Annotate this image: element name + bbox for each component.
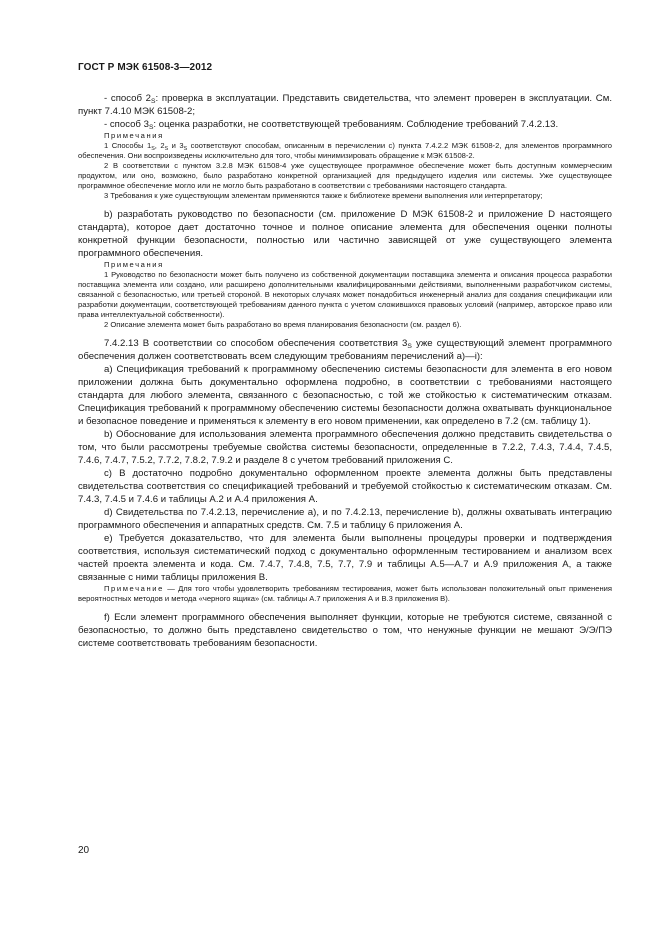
- note-2-1: 1 Руководство по безопасности может быть получено из собственной документации поставщика элемента и описания процесса разработки поставщика элемента или создано, или расширено дополнительными квалифицированными действиями, выполненными разработчиком системы, связанной с безопасностью, или третьей стороной. В некоторых случаях может понадобиться инженерный анализ для создания спецификации или разработки документации, соответствующей требованиям данного пункта с учетом сложившихся правовых условий (например, авторское право или права интеллектуальной собственности).: [78, 270, 612, 319]
- list-item-a: а) Спецификация требований к программному обеспечению системы безопасности для элемента в его новом приложении должна быть документально оформлена подробно, в соответствии с требованиями настоящего стандарта для любого элемента, связанного с безопасностью, с той же стойкостью к систематическим отказам. Спецификация требований к программному обеспечению системы безопасности должна охватывать функциональное и безопасное поведение и применяться к элементу в его новом применении, как определено в 7.2 (см. таблицу 1).: [78, 364, 612, 427]
- page-header-title: ГОСТ Р МЭК 61508-3—2012: [78, 62, 213, 73]
- list-item-e: е) Требуется доказательство, что для элемента были выполнены процедуры проверки и подтверждения соответствия, используя систематический подход с документально оформленным тестированием и анализом всех частей проекта элемента и кода. См. 7.4.7, 7.4.8, 7.5, 7.7, 7.9 и таблицы А.5—А.7 и А.9 приложения А, а также связанные с ними таблицы приложения В.: [78, 533, 612, 583]
- note-1-1: 1 Способы $1_S$, $2_S$ и $3_S$ соответствуют способам, описанным в перечислении с) пункта 7.4.2.2 МЭК 61508-2, для элементов программного обеспечения. Они воспроизведены исключительно для того, чтобы минимизировать обращение к МЭК 61508-2.: [78, 141, 612, 160]
- list-item-b: b) Обоснование для использования элемента программного обеспечения должно представить свидетельства о том, что были рассмотрены требуемые свойства системы безопасности, определенные в 7.2.2, 7.4.3, 7.4.4, 7.4.5, 7.4.6, 7.4.7, 7.5.2, 7.7.2, 7.8.2, 7.9.2 и разделе 8 с учетом требований приложения С.: [78, 429, 612, 466]
- page-content: [78, 92, 612, 650]
- list-item-f: f) Если элемент программного обеспечения выполняет функции, которые не требуются системе, связанной с безопасностью, то должно быть представлено свидетельство о том, что ненужные функции не мешают Э/Э/ПЭ системе соответствовать требованиям безопасности.: [78, 612, 612, 649]
- note-1-3: 3 Требования к уже существующим элементам применяются также к библиотеке времени выполнения или интерпретатору;: [104, 191, 543, 200]
- note-2-2: 2 Описание элемента может быть разработано во время планирования безопасности (см. раздел 6).: [104, 320, 462, 329]
- note-3: Примечание — Для того чтобы удовлетворить требованиям тестирования, может быть использован положительный опыт применения вероятностных методов и метода «черного ящика» (см. таблицы А.7 приложения А и В.3 приложения В).: [78, 584, 612, 603]
- paragraph-method-3s: - способ $3_S$: оценка разработки, не соответствующей требованиям. Соблюдение требований 7.4.2.13.: [104, 119, 559, 131]
- page-number: 20: [78, 845, 90, 856]
- notes-title-1: Примечания: [104, 131, 164, 140]
- note-1-2: 2 В соответствии с пунктом 3.2.8 МЭК 61508-4 уже существующее программное обеспечение может быть доступным коммерческим продуктом, или оно, возможно, было разработано конкретной организацией для предыдущего изделия или системы. Уже существующее программное обеспечение могло или не могло быть разработано в соответствии с требованиями настоящего стандарта.: [78, 161, 612, 190]
- notes-title-2: Примечания: [104, 260, 164, 269]
- paragraph-item-b-manual: b) разработать руководство по безопасности (см. приложение D МЭК 61508-2 и приложение D настоящего стандарта), которое дает достаточно точное и полное описание элемента для обеспечения оценки полноты конкретной функции безопасности, полностью или частично зависящей от уже существующего элемента программного обеспечения.: [78, 209, 612, 259]
- paragraph-7-4-2-13: 7.4.2.13 В соответствии со способом обеспечения соответствия $3_S$ уже существующий элемент программного обеспечения должен соответствовать всем следующим требованиям перечислений а)—i):: [78, 338, 612, 362]
- list-item-c: с) В достаточно подробно документально оформленном проекте элемента должны быть представлены свидетельства соответствия со спецификацией требований и требуемой стойкостью к систематическим отказам. См. 7.4.3, 7.4.5 и 7.4.6 и таблицы А.2 и А.4 приложения А.: [78, 468, 612, 505]
- list-item-d: d) Свидетельства по 7.4.2.13, перечисление а), и по 7.4.2.13, перечисление b), должны охватывать интеграцию программного обеспечения и аппаратных средств. См. 7.5 и таблицу 6 приложения А.: [78, 507, 612, 531]
- paragraph-method-2s: - способ $2_S$: проверка в эксплуатации. Представить свидетельства, что элемент проверен в эксплуатации. См. пункт 7.4.10 МЭК 61508-2;: [78, 93, 612, 117]
